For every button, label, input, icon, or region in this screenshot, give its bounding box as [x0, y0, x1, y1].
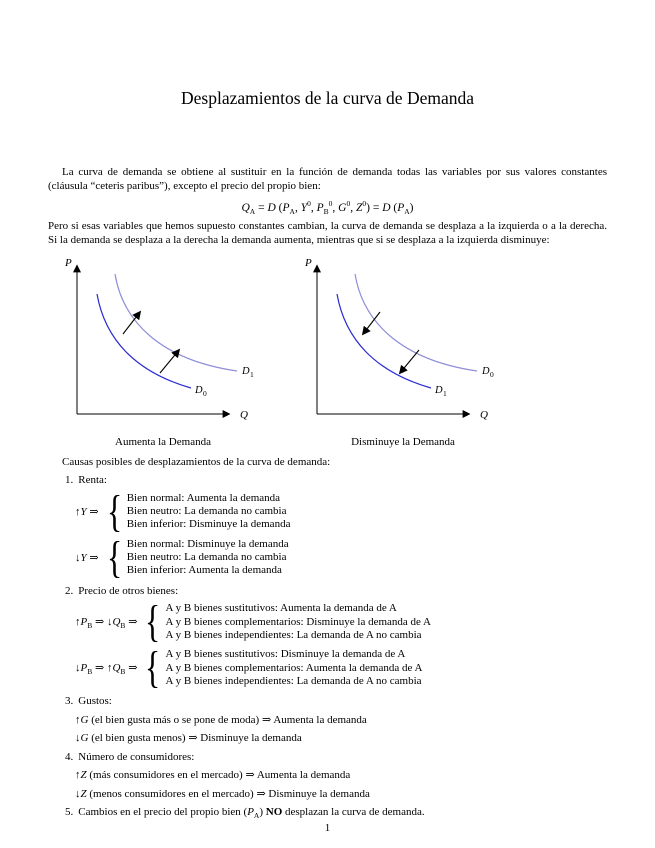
causes-intro: Causas posibles de desplazamientos de la curva de demanda: — [62, 455, 331, 468]
case-lead: $↓P_B$ ⇒ $↑Q_B$ ⇒ — [75, 661, 138, 676]
case-group-price-b-up — [75, 597, 607, 647]
demand-curve-shifted — [115, 274, 237, 371]
cause-item-precio-otros-bienes — [48, 585, 607, 691]
item-number: 3. — [65, 695, 74, 708]
item-title: Renta: — [78, 474, 107, 487]
paragraph-ceteris-paribus: La curva de demanda se obtiene al sustituir en la función de demanda todas las variables por sus valores constantes (cláusula “ceteris paribus”), excepto el precio del propio bien: — [48, 166, 607, 192]
item-title: Precio de otros bienes: — [78, 584, 179, 597]
case-group-income-up — [75, 486, 607, 536]
paragraph-shift-explanation: Pero si esas variables que hemos supuesto constantes cambian, la curva de demanda se desplaza a la izquierda o a la derecha. Si la demanda se desplaza a la derecha la demanda aumenta, mientras que si se desplaza a la izquierda disminuye: — [48, 220, 607, 246]
item-number: 5. — [65, 806, 74, 819]
cause-line: ↓Z (menos consumidores en el mercado) ⇒ Disminuye la demanda — [75, 787, 370, 800]
case-line: A y B bienes complementarios: Aumenta la demanda de A — [165, 661, 423, 674]
demand-curve-initial — [97, 294, 191, 388]
case-line: A y B bienes complementarios: Disminuye la demanda de A — [165, 615, 432, 628]
case-lead: $↑P_B$ ⇒ $↓Q_B$ ⇒ — [75, 615, 138, 630]
curve-label-d1-sub: 1 — [250, 369, 254, 379]
cause-line: ↑G (el bien gusta más o se pone de moda) ⇒ Aumenta la demanda — [75, 713, 367, 726]
item-title: Cambios en el precio del propio bien $(P_A)$ NO desplazan la curva de demanda. — [78, 806, 425, 821]
item-number: 2. — [65, 584, 74, 597]
case-brace: { — [106, 532, 122, 582]
curve-label-d1-sub: 1 — [443, 388, 447, 398]
case-line: Bien inferior: Disminuye la demanda — [126, 518, 291, 531]
case-line: A y B bienes sustitutivos: Aumenta la demanda de A — [165, 602, 397, 615]
cause-item-precio-propio-bien — [48, 806, 607, 823]
demand-curve-shifted — [337, 294, 431, 388]
case-group-price-b-down — [75, 643, 607, 693]
cause-item-renta — [48, 474, 607, 580]
case-line: Bien neutro: La demanda no cambia — [126, 505, 287, 518]
demand-curve-initial — [355, 274, 477, 371]
page-title: Desplazamientos de la curva de Demanda — [181, 88, 474, 108]
shift-arrow — [160, 350, 179, 373]
case-line: Bien neutro: La demanda no cambia — [126, 551, 287, 564]
figures-row — [63, 254, 607, 426]
captions-row — [63, 436, 607, 448]
shift-arrow — [400, 350, 419, 373]
cause-item-numero-consumidores — [48, 751, 607, 801]
case-line: Bien inferior: Aumenta la demanda — [126, 564, 282, 577]
x-axis-label: Q — [240, 408, 248, 421]
case-brace: { — [145, 597, 161, 647]
figure-demand-increase — [63, 254, 263, 426]
case-group-income-down — [75, 532, 607, 582]
case-brace: { — [106, 486, 122, 536]
curve-label-d0-sub: 0 — [203, 388, 207, 398]
figure-demand-decrease — [303, 254, 503, 426]
case-line: Bien normal: Aumenta la demanda — [126, 491, 281, 504]
case-brace: { — [145, 643, 161, 693]
item-title: Número de consumidores: — [78, 750, 195, 763]
y-axis-label: P — [65, 256, 72, 269]
x-axis-label: Q — [480, 408, 488, 421]
case-line: A y B bienes independientes: La demanda de A no cambia — [165, 628, 422, 641]
cause-line: ↑Z (más consumidores en el mercado) ⇒ Aumenta la demanda — [75, 769, 351, 782]
demand-function-formula: $Q_A = D$ ($P_A$, $Y^0$, $P_B^0$, $G^0$, $Z^0) = D$ $(P_A)$ — [241, 199, 414, 217]
y-axis-label: P — [305, 256, 312, 269]
curve-label-d1: D — [242, 365, 250, 377]
page-number: 1 — [324, 822, 331, 834]
causes-list — [48, 474, 607, 823]
cause-line: ↓G (el bien gusta menos) ⇒ Disminuye la demanda — [75, 732, 302, 745]
item-number: 1. — [65, 474, 74, 487]
case-line: A y B bienes independientes: La demanda de A no cambia — [165, 674, 422, 687]
cause-item-gustos — [48, 695, 607, 745]
caption-demand-decrease: Disminuye la Demanda — [351, 435, 455, 448]
curve-label-d0: D — [195, 384, 203, 396]
curve-label-d0: D — [482, 365, 490, 377]
curve-label-d1: D — [435, 384, 443, 396]
case-line: A y B bienes sustitutivos: Disminuye la demanda de A — [165, 648, 406, 661]
item-number: 4. — [65, 750, 74, 763]
case-line: Bien normal: Disminuye la demanda — [126, 537, 289, 550]
item-title: Gustos: — [78, 695, 112, 708]
curve-label-d0-sub: 0 — [490, 369, 494, 379]
case-lead: ↑Y ⇒ — [75, 506, 99, 519]
caption-demand-increase: Aumenta la Demanda — [115, 435, 211, 448]
case-lead: ↓Y ⇒ — [75, 552, 99, 565]
